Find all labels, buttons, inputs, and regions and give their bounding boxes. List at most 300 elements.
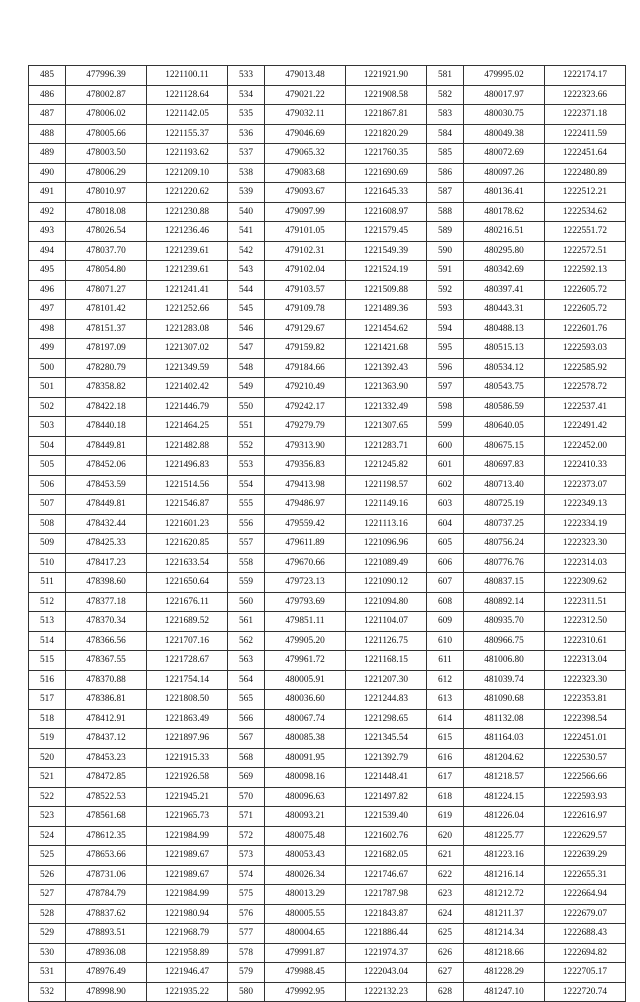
point-number-cell: 605 xyxy=(427,534,464,554)
y-coordinate-cell: 1221446.79 xyxy=(147,397,228,417)
point-number-cell: 556 xyxy=(228,514,265,534)
point-number-cell: 530 xyxy=(29,943,66,963)
x-coordinate-cell: 478432.44 xyxy=(66,514,147,534)
x-coordinate-cell: 478151.37 xyxy=(66,319,147,339)
point-number-cell: 553 xyxy=(228,456,265,476)
point-number-cell: 487 xyxy=(29,105,66,125)
y-coordinate-cell: 1222530.57 xyxy=(545,748,626,768)
point-number-cell: 617 xyxy=(427,768,464,788)
point-number-cell: 573 xyxy=(228,846,265,866)
y-coordinate-cell: 1222679.07 xyxy=(545,904,626,924)
point-number-cell: 547 xyxy=(228,339,265,359)
x-coordinate-cell: 481216.14 xyxy=(464,865,545,885)
y-coordinate-cell: 1222371.18 xyxy=(545,105,626,125)
x-coordinate-cell: 478006.29 xyxy=(66,163,147,183)
point-number-cell: 554 xyxy=(228,475,265,495)
point-number-cell: 514 xyxy=(29,631,66,651)
table-row xyxy=(29,280,626,300)
point-number-cell: 602 xyxy=(427,475,464,495)
point-number-cell: 531 xyxy=(29,963,66,983)
table-row xyxy=(29,456,626,476)
y-coordinate-cell: 1222664.94 xyxy=(545,885,626,905)
y-coordinate-cell: 1221207.30 xyxy=(346,670,427,690)
y-coordinate-cell: 1222688.43 xyxy=(545,924,626,944)
y-coordinate-cell: 1222578.72 xyxy=(545,378,626,398)
x-coordinate-cell: 478366.56 xyxy=(66,631,147,651)
x-coordinate-cell: 478003.50 xyxy=(66,144,147,164)
x-coordinate-cell: 480013.29 xyxy=(265,885,346,905)
x-coordinate-cell: 480443.31 xyxy=(464,300,545,320)
x-coordinate-cell: 480098.16 xyxy=(265,768,346,788)
point-number-cell: 494 xyxy=(29,241,66,261)
x-coordinate-cell: 479109.78 xyxy=(265,300,346,320)
x-coordinate-cell: 481204.62 xyxy=(464,748,545,768)
table-row xyxy=(29,924,626,944)
y-coordinate-cell: 1222310.61 xyxy=(545,631,626,651)
x-coordinate-cell: 478358.82 xyxy=(66,378,147,398)
x-coordinate-cell: 480586.59 xyxy=(464,397,545,417)
point-number-cell: 536 xyxy=(228,124,265,144)
point-number-cell: 528 xyxy=(29,904,66,924)
x-coordinate-cell: 479210.49 xyxy=(265,378,346,398)
y-coordinate-cell: 1222592.13 xyxy=(545,261,626,281)
y-coordinate-cell: 1221509.88 xyxy=(346,280,427,300)
point-number-cell: 601 xyxy=(427,456,464,476)
x-coordinate-cell: 479611.89 xyxy=(265,534,346,554)
table-row xyxy=(29,534,626,554)
y-coordinate-cell: 1222639.29 xyxy=(545,846,626,866)
point-number-cell: 562 xyxy=(228,631,265,651)
table-row xyxy=(29,748,626,768)
x-coordinate-cell: 480091.95 xyxy=(265,748,346,768)
y-coordinate-cell: 1221886.44 xyxy=(346,924,427,944)
point-number-cell: 513 xyxy=(29,612,66,632)
point-number-cell: 532 xyxy=(29,982,66,1002)
table-row xyxy=(29,865,626,885)
y-coordinate-cell: 1221345.54 xyxy=(346,729,427,749)
point-number-cell: 597 xyxy=(427,378,464,398)
point-number-cell: 587 xyxy=(427,183,464,203)
y-coordinate-cell: 1221945.21 xyxy=(147,787,228,807)
y-coordinate-cell: 1221104.07 xyxy=(346,612,427,632)
x-coordinate-cell: 478377.18 xyxy=(66,592,147,612)
x-coordinate-cell: 481247.10 xyxy=(464,982,545,1002)
table-row xyxy=(29,592,626,612)
table-row xyxy=(29,495,626,515)
point-number-cell: 550 xyxy=(228,397,265,417)
x-coordinate-cell: 481090.68 xyxy=(464,690,545,710)
table-row xyxy=(29,261,626,281)
x-coordinate-cell: 479995.02 xyxy=(464,66,545,86)
x-coordinate-cell: 479486.97 xyxy=(265,495,346,515)
y-coordinate-cell: 1221935.22 xyxy=(147,982,228,1002)
point-number-cell: 575 xyxy=(228,885,265,905)
x-coordinate-cell: 478425.33 xyxy=(66,534,147,554)
x-coordinate-cell: 479184.66 xyxy=(265,358,346,378)
y-coordinate-cell: 1222605.72 xyxy=(545,300,626,320)
x-coordinate-cell: 481039.74 xyxy=(464,670,545,690)
y-coordinate-cell: 1222629.57 xyxy=(545,826,626,846)
y-coordinate-cell: 1222451.01 xyxy=(545,729,626,749)
x-coordinate-cell: 479093.67 xyxy=(265,183,346,203)
point-number-cell: 499 xyxy=(29,339,66,359)
table-row xyxy=(29,378,626,398)
x-coordinate-cell: 481224.15 xyxy=(464,787,545,807)
x-coordinate-cell: 478893.51 xyxy=(66,924,147,944)
table-row xyxy=(29,144,626,164)
table-row xyxy=(29,202,626,222)
point-number-cell: 622 xyxy=(427,865,464,885)
x-coordinate-cell: 479992.95 xyxy=(265,982,346,1002)
x-coordinate-cell: 479046.69 xyxy=(265,124,346,144)
x-coordinate-cell: 478976.49 xyxy=(66,963,147,983)
x-coordinate-cell: 477996.39 xyxy=(66,66,147,86)
point-number-cell: 545 xyxy=(228,300,265,320)
x-coordinate-cell: 480096.63 xyxy=(265,787,346,807)
x-coordinate-cell: 478197.09 xyxy=(66,339,147,359)
table-row xyxy=(29,690,626,710)
x-coordinate-cell: 478453.59 xyxy=(66,475,147,495)
table-row xyxy=(29,85,626,105)
point-number-cell: 566 xyxy=(228,709,265,729)
point-number-cell: 504 xyxy=(29,436,66,456)
x-coordinate-cell: 480534.12 xyxy=(464,358,545,378)
y-coordinate-cell: 1221965.73 xyxy=(147,807,228,827)
x-coordinate-cell: 479101.05 xyxy=(265,222,346,242)
y-coordinate-cell: 1221307.65 xyxy=(346,417,427,437)
x-coordinate-cell: 479021.22 xyxy=(265,85,346,105)
y-coordinate-cell: 1221349.59 xyxy=(147,358,228,378)
y-coordinate-cell: 1222566.66 xyxy=(545,768,626,788)
point-number-cell: 574 xyxy=(228,865,265,885)
x-coordinate-cell: 478386.81 xyxy=(66,690,147,710)
point-number-cell: 607 xyxy=(427,573,464,593)
point-number-cell: 519 xyxy=(29,729,66,749)
y-coordinate-cell: 1221808.50 xyxy=(147,690,228,710)
y-coordinate-cell: 1222334.19 xyxy=(545,514,626,534)
x-coordinate-cell: 480892.14 xyxy=(464,592,545,612)
point-number-cell: 527 xyxy=(29,885,66,905)
y-coordinate-cell: 1221689.52 xyxy=(147,612,228,632)
x-coordinate-cell: 479102.04 xyxy=(265,261,346,281)
point-number-cell: 588 xyxy=(427,202,464,222)
y-coordinate-cell: 1221464.25 xyxy=(147,417,228,437)
x-coordinate-cell: 479961.72 xyxy=(265,651,346,671)
y-coordinate-cell: 1221546.87 xyxy=(147,495,228,515)
table-row xyxy=(29,846,626,866)
x-coordinate-cell: 480837.15 xyxy=(464,573,545,593)
point-number-cell: 552 xyxy=(228,436,265,456)
x-coordinate-cell: 478998.90 xyxy=(66,982,147,1002)
y-coordinate-cell: 1221676.11 xyxy=(147,592,228,612)
y-coordinate-cell: 1222480.89 xyxy=(545,163,626,183)
x-coordinate-cell: 481006.80 xyxy=(464,651,545,671)
y-coordinate-cell: 1221363.90 xyxy=(346,378,427,398)
y-coordinate-cell: 1222512.21 xyxy=(545,183,626,203)
x-coordinate-cell: 478522.53 xyxy=(66,787,147,807)
x-coordinate-cell: 479851.11 xyxy=(265,612,346,632)
x-coordinate-cell: 478561.68 xyxy=(66,807,147,827)
x-coordinate-cell: 480640.05 xyxy=(464,417,545,437)
x-coordinate-cell: 478054.80 xyxy=(66,261,147,281)
y-coordinate-cell: 1222537.41 xyxy=(545,397,626,417)
x-coordinate-cell: 480097.26 xyxy=(464,163,545,183)
x-coordinate-cell: 480488.13 xyxy=(464,319,545,339)
table-row xyxy=(29,397,626,417)
table-row xyxy=(29,417,626,437)
y-coordinate-cell: 1221984.99 xyxy=(147,885,228,905)
x-coordinate-cell: 479159.82 xyxy=(265,339,346,359)
y-coordinate-cell: 1221149.16 xyxy=(346,495,427,515)
table-row xyxy=(29,709,626,729)
y-coordinate-cell: 1221633.54 xyxy=(147,553,228,573)
point-number-cell: 488 xyxy=(29,124,66,144)
point-number-cell: 583 xyxy=(427,105,464,125)
point-number-cell: 495 xyxy=(29,261,66,281)
y-coordinate-cell: 1221332.49 xyxy=(346,397,427,417)
x-coordinate-cell: 480397.41 xyxy=(464,280,545,300)
point-number-cell: 502 xyxy=(29,397,66,417)
x-coordinate-cell: 478449.81 xyxy=(66,436,147,456)
x-coordinate-cell: 480543.75 xyxy=(464,378,545,398)
y-coordinate-cell: 1221514.56 xyxy=(147,475,228,495)
y-coordinate-cell: 1222373.07 xyxy=(545,475,626,495)
table-row xyxy=(29,66,626,86)
point-number-cell: 579 xyxy=(228,963,265,983)
y-coordinate-cell: 1221128.64 xyxy=(147,85,228,105)
point-number-cell: 582 xyxy=(427,85,464,105)
y-coordinate-cell: 1221728.67 xyxy=(147,651,228,671)
x-coordinate-cell: 478653.66 xyxy=(66,846,147,866)
point-number-cell: 606 xyxy=(427,553,464,573)
point-number-cell: 618 xyxy=(427,787,464,807)
y-coordinate-cell: 1221283.08 xyxy=(147,319,228,339)
table-row xyxy=(29,300,626,320)
y-coordinate-cell: 1221193.62 xyxy=(147,144,228,164)
x-coordinate-cell: 478452.06 xyxy=(66,456,147,476)
table-row xyxy=(29,612,626,632)
point-number-cell: 539 xyxy=(228,183,265,203)
y-coordinate-cell: 1221230.88 xyxy=(147,202,228,222)
point-number-cell: 609 xyxy=(427,612,464,632)
point-number-cell: 505 xyxy=(29,456,66,476)
point-number-cell: 564 xyxy=(228,670,265,690)
y-coordinate-cell: 1221239.61 xyxy=(147,261,228,281)
y-coordinate-cell: 1221252.66 xyxy=(147,300,228,320)
point-number-cell: 526 xyxy=(29,865,66,885)
y-coordinate-cell: 1221496.83 xyxy=(147,456,228,476)
x-coordinate-cell: 480085.38 xyxy=(265,729,346,749)
table-row xyxy=(29,943,626,963)
table-row xyxy=(29,105,626,125)
x-coordinate-cell: 479559.42 xyxy=(265,514,346,534)
point-number-cell: 620 xyxy=(427,826,464,846)
x-coordinate-cell: 480004.65 xyxy=(265,924,346,944)
y-coordinate-cell: 1221489.36 xyxy=(346,300,427,320)
y-coordinate-cell: 1221968.79 xyxy=(147,924,228,944)
x-coordinate-cell: 480966.75 xyxy=(464,631,545,651)
y-coordinate-cell: 1221283.71 xyxy=(346,436,427,456)
x-coordinate-cell: 479723.13 xyxy=(265,573,346,593)
x-coordinate-cell: 478006.02 xyxy=(66,105,147,125)
table-row xyxy=(29,787,626,807)
table-row xyxy=(29,963,626,983)
y-coordinate-cell: 1222309.62 xyxy=(545,573,626,593)
x-coordinate-cell: 478280.79 xyxy=(66,358,147,378)
y-coordinate-cell: 1221989.67 xyxy=(147,865,228,885)
y-coordinate-cell: 1222132.23 xyxy=(346,982,427,1002)
table-row xyxy=(29,807,626,827)
y-coordinate-cell: 1222323.30 xyxy=(545,670,626,690)
point-number-cell: 557 xyxy=(228,534,265,554)
table-row xyxy=(29,651,626,671)
x-coordinate-cell: 480036.60 xyxy=(265,690,346,710)
x-coordinate-cell: 479991.87 xyxy=(265,943,346,963)
point-number-cell: 501 xyxy=(29,378,66,398)
x-coordinate-cell: 479793.69 xyxy=(265,592,346,612)
y-coordinate-cell: 1221754.14 xyxy=(147,670,228,690)
y-coordinate-cell: 1221168.15 xyxy=(346,651,427,671)
x-coordinate-cell: 480136.41 xyxy=(464,183,545,203)
point-number-cell: 509 xyxy=(29,534,66,554)
x-coordinate-cell: 478472.85 xyxy=(66,768,147,788)
y-coordinate-cell: 1221620.85 xyxy=(147,534,228,554)
point-number-cell: 540 xyxy=(228,202,265,222)
table-row xyxy=(29,904,626,924)
y-coordinate-cell: 1222312.50 xyxy=(545,612,626,632)
point-number-cell: 610 xyxy=(427,631,464,651)
y-coordinate-cell: 1221645.33 xyxy=(346,183,427,203)
point-number-cell: 603 xyxy=(427,495,464,515)
point-number-cell: 599 xyxy=(427,417,464,437)
x-coordinate-cell: 481218.66 xyxy=(464,943,545,963)
point-number-cell: 580 xyxy=(228,982,265,1002)
x-coordinate-cell: 478398.60 xyxy=(66,573,147,593)
y-coordinate-cell: 1221549.39 xyxy=(346,241,427,261)
x-coordinate-cell: 478453.23 xyxy=(66,748,147,768)
point-number-cell: 595 xyxy=(427,339,464,359)
y-coordinate-cell: 1221241.41 xyxy=(147,280,228,300)
table-row xyxy=(29,319,626,339)
x-coordinate-cell: 478936.08 xyxy=(66,943,147,963)
point-number-cell: 563 xyxy=(228,651,265,671)
y-coordinate-cell: 1221958.89 xyxy=(147,943,228,963)
y-coordinate-cell: 1221989.67 xyxy=(147,846,228,866)
x-coordinate-cell: 480342.69 xyxy=(464,261,545,281)
point-number-cell: 520 xyxy=(29,748,66,768)
table-row xyxy=(29,436,626,456)
point-number-cell: 625 xyxy=(427,924,464,944)
x-coordinate-cell: 479670.66 xyxy=(265,553,346,573)
y-coordinate-cell: 1221608.97 xyxy=(346,202,427,222)
x-coordinate-cell: 478784.79 xyxy=(66,885,147,905)
point-number-cell: 534 xyxy=(228,85,265,105)
y-coordinate-cell: 1221760.35 xyxy=(346,144,427,164)
point-number-cell: 627 xyxy=(427,963,464,983)
x-coordinate-cell: 478417.23 xyxy=(66,553,147,573)
point-number-cell: 615 xyxy=(427,729,464,749)
point-number-cell: 498 xyxy=(29,319,66,339)
y-coordinate-cell: 1222313.04 xyxy=(545,651,626,671)
point-number-cell: 537 xyxy=(228,144,265,164)
y-coordinate-cell: 1221787.98 xyxy=(346,885,427,905)
y-coordinate-cell: 1222593.03 xyxy=(545,339,626,359)
point-number-cell: 543 xyxy=(228,261,265,281)
point-number-cell: 515 xyxy=(29,651,66,671)
y-coordinate-cell: 1222349.13 xyxy=(545,495,626,515)
point-number-cell: 541 xyxy=(228,222,265,242)
table-row xyxy=(29,826,626,846)
point-number-cell: 517 xyxy=(29,690,66,710)
y-coordinate-cell: 1221524.19 xyxy=(346,261,427,281)
point-number-cell: 586 xyxy=(427,163,464,183)
table-row xyxy=(29,573,626,593)
x-coordinate-cell: 480030.75 xyxy=(464,105,545,125)
x-coordinate-cell: 478101.42 xyxy=(66,300,147,320)
x-coordinate-cell: 479356.83 xyxy=(265,456,346,476)
y-coordinate-cell: 1221946.47 xyxy=(147,963,228,983)
point-number-cell: 585 xyxy=(427,144,464,164)
y-coordinate-cell: 1221090.12 xyxy=(346,573,427,593)
x-coordinate-cell: 478440.18 xyxy=(66,417,147,437)
x-coordinate-cell: 480295.80 xyxy=(464,241,545,261)
x-coordinate-cell: 479242.17 xyxy=(265,397,346,417)
y-coordinate-cell: 1222655.31 xyxy=(545,865,626,885)
point-number-cell: 604 xyxy=(427,514,464,534)
point-number-cell: 518 xyxy=(29,709,66,729)
point-number-cell: 558 xyxy=(228,553,265,573)
y-coordinate-cell: 1221682.05 xyxy=(346,846,427,866)
point-number-cell: 619 xyxy=(427,807,464,827)
y-coordinate-cell: 1222616.97 xyxy=(545,807,626,827)
y-coordinate-cell: 1221746.67 xyxy=(346,865,427,885)
x-coordinate-cell: 481214.34 xyxy=(464,924,545,944)
x-coordinate-cell: 480725.19 xyxy=(464,495,545,515)
x-coordinate-cell: 480713.40 xyxy=(464,475,545,495)
y-coordinate-cell: 1222323.30 xyxy=(545,534,626,554)
point-number-cell: 551 xyxy=(228,417,265,437)
y-coordinate-cell: 1222534.62 xyxy=(545,202,626,222)
point-number-cell: 492 xyxy=(29,202,66,222)
point-number-cell: 521 xyxy=(29,768,66,788)
point-number-cell: 497 xyxy=(29,300,66,320)
y-coordinate-cell: 1221974.37 xyxy=(346,943,427,963)
y-coordinate-cell: 1222311.51 xyxy=(545,592,626,612)
y-coordinate-cell: 1222605.72 xyxy=(545,280,626,300)
point-number-cell: 516 xyxy=(29,670,66,690)
x-coordinate-cell: 479083.68 xyxy=(265,163,346,183)
x-coordinate-cell: 478731.06 xyxy=(66,865,147,885)
y-coordinate-cell: 1222572.51 xyxy=(545,241,626,261)
point-number-cell: 529 xyxy=(29,924,66,944)
table-row xyxy=(29,163,626,183)
point-number-cell: 522 xyxy=(29,787,66,807)
table-row xyxy=(29,729,626,749)
point-number-cell: 555 xyxy=(228,495,265,515)
y-coordinate-cell: 1221244.83 xyxy=(346,690,427,710)
x-coordinate-cell: 480017.97 xyxy=(464,85,545,105)
point-number-cell: 535 xyxy=(228,105,265,125)
x-coordinate-cell: 480075.48 xyxy=(265,826,346,846)
x-coordinate-cell: 479065.32 xyxy=(265,144,346,164)
y-coordinate-cell: 1221096.96 xyxy=(346,534,427,554)
x-coordinate-cell: 480072.69 xyxy=(464,144,545,164)
x-coordinate-cell: 478437.12 xyxy=(66,729,147,749)
y-coordinate-cell: 1222451.64 xyxy=(545,144,626,164)
y-coordinate-cell: 1221142.05 xyxy=(147,105,228,125)
y-coordinate-cell: 1221539.40 xyxy=(346,807,427,827)
x-coordinate-cell: 481218.57 xyxy=(464,768,545,788)
